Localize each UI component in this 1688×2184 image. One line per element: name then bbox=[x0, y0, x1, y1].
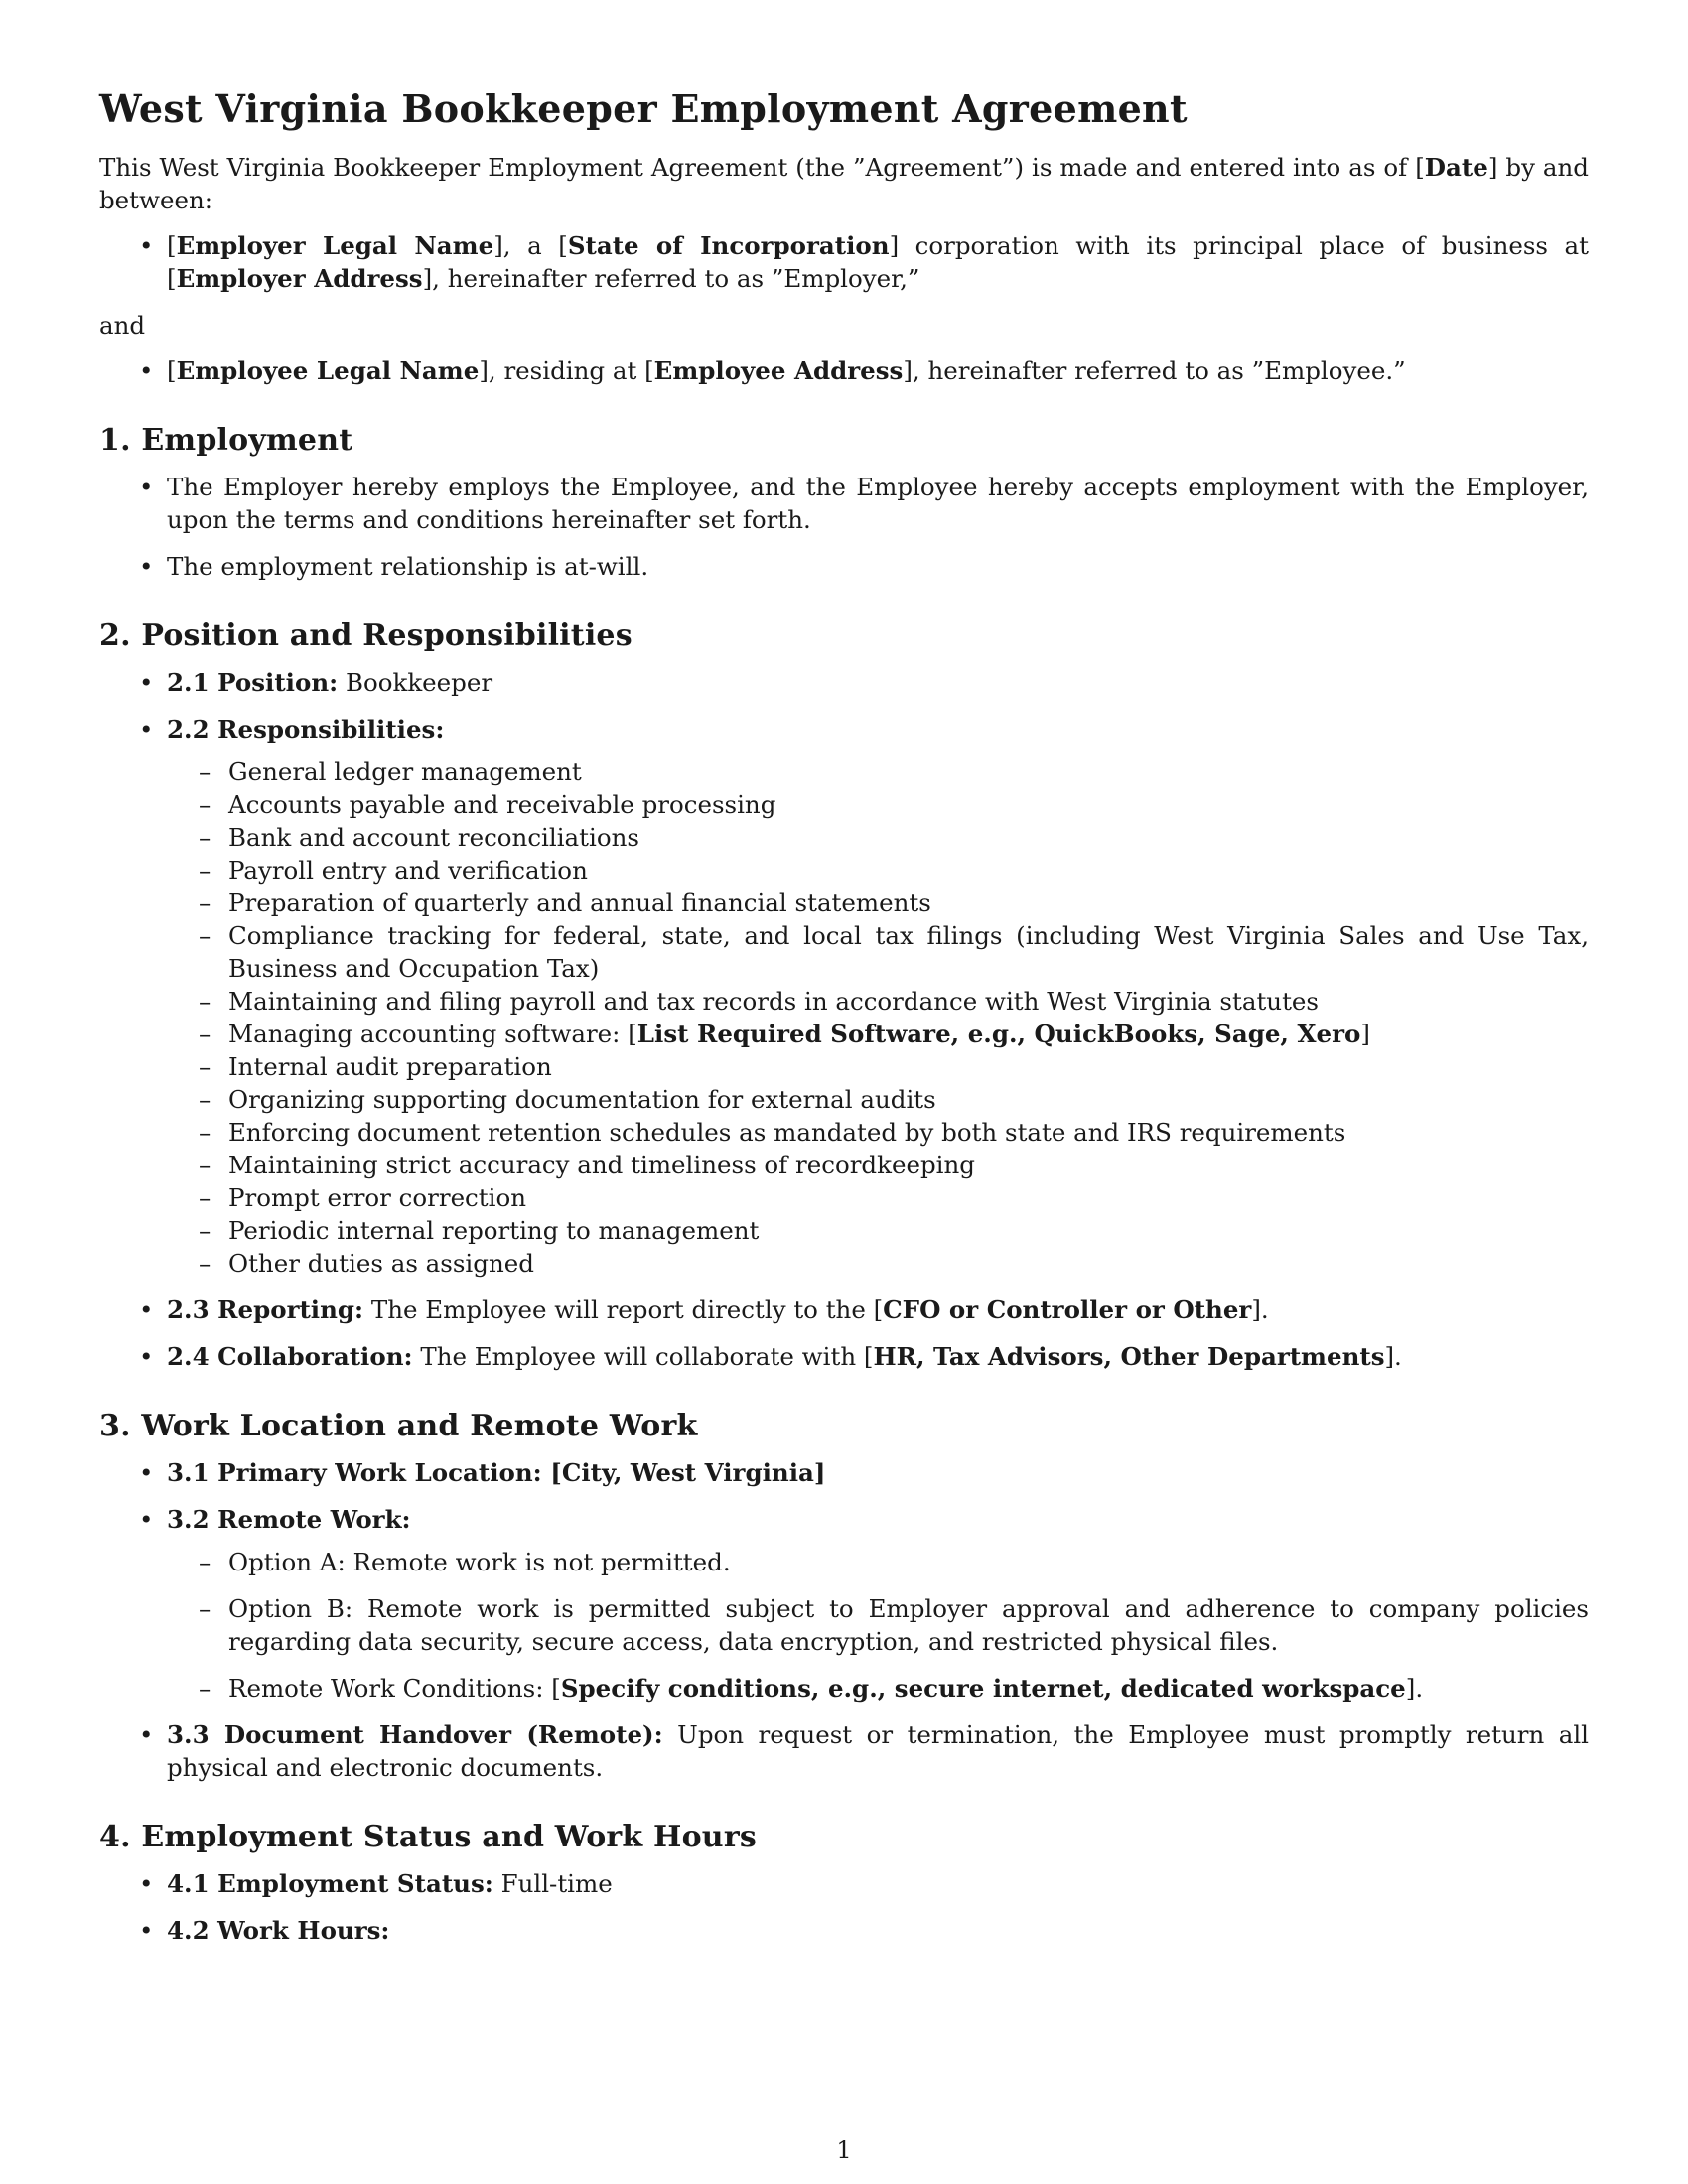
section-1-list bbox=[99, 471, 1589, 583]
list-item: – Option B: Remote work is permitted subject to Employer approval and adherence to company policies regarding data security, secure access, data encryption, and restricted physical files. bbox=[167, 1592, 1589, 1658]
section-2-list bbox=[99, 666, 1589, 1373]
software-placeholder: List Required Software, e.g., QuickBooks, Sage, Xero bbox=[636, 1020, 1361, 1048]
list-item: – Periodic internal reporting to management bbox=[167, 1214, 1589, 1247]
page-number: 1 bbox=[836, 2136, 852, 2164]
state-placeholder: State of Incorporation bbox=[567, 231, 890, 260]
position-item: • 2.1 Position: Bookkeeper bbox=[99, 666, 1589, 699]
document-title: West Virginia Bookkeeper Employment Agreement bbox=[99, 86, 1188, 131]
list-item: – General ledger management bbox=[167, 755, 1589, 788]
work-hours-item: • 4.2 Work Hours: bbox=[99, 1914, 1589, 1947]
employee-name-placeholder: Employee Legal Name bbox=[176, 356, 480, 385]
employee-address-placeholder: Employee Address bbox=[653, 356, 904, 385]
list-item: – Compliance tracking for federal, state, and local tax filings (including West Virginia Sales and Use Tax, Business and Occupation Tax) bbox=[167, 919, 1589, 985]
section-2-heading: 2. Position and Responsibilities bbox=[99, 618, 633, 653]
reporting-placeholder: CFO or Controller or Other bbox=[883, 1296, 1252, 1324]
document-handover-item: • 3.3 Document Handover (Remote): Upon request or termination, the Employee must promptly return all physical and electronic documents. bbox=[99, 1718, 1589, 1784]
section-3-list bbox=[99, 1456, 1589, 1784]
employee-party: • [Employee Legal Name], residing at [Employee Address], hereinafter referred to as ”Employee.” bbox=[99, 354, 1589, 387]
list-item: – Prompt error correction bbox=[167, 1181, 1589, 1214]
work-location-item: • 3.1 Primary Work Location: [City, West Virginia] bbox=[99, 1456, 1589, 1489]
and-text: and bbox=[99, 311, 146, 340]
list-item: – Accounts payable and receivable processing bbox=[167, 788, 1589, 821]
list-item: – Bank and account reconciliations bbox=[167, 821, 1589, 854]
section-4-heading: 4. Employment Status and Work Hours bbox=[99, 1820, 757, 1854]
list-item: – Maintaining and filing payroll and tax records in accordance with West Virginia statutes bbox=[167, 985, 1589, 1018]
responsibilities-item: • 2.2 Responsibilities: – General ledger management – Accounts payable and receivable processing – Bank and account reconciliations – Payroll entry and verification – Preparation of quarterly and annual financial statements – Compliance tracking for federal, state, and local tax filings (including West Virginia Sales and Use Tax, Business and Occupation Tax) – Maintaining and filing payroll and tax records in accordance with West Virginia statutes – Managing accounting software: [List Required Software, e.g., QuickBooks, Sage, Xero] – Internal audit preparation – Organizing supporting documentation for external audits – Enforcing document retention schedules as mandated by both state and IRS requirements – Maintaining strict accuracy and timeliness of recordkeeping – Prompt error correction – Periodic internal reporting to management – Other duties as assigned bbox=[99, 713, 1589, 1280]
list-item: – Preparation of quarterly and annual financial statements bbox=[167, 887, 1589, 919]
list-item: – Payroll entry and verification bbox=[167, 854, 1589, 887]
list-item: – Organizing supporting documentation for external audits bbox=[167, 1083, 1589, 1116]
section-3-heading: 3. Work Location and Remote Work bbox=[99, 1409, 698, 1443]
document-page bbox=[99, 85, 1589, 1961]
intro-paragraph: This West Virginia Bookkeeper Employment Agreement (the ”Agreement”) is made and entered into as of [Date] by and between: bbox=[99, 153, 1589, 214]
employer-name-placeholder: Employer Legal Name bbox=[176, 231, 494, 260]
employee-party-list bbox=[99, 354, 1589, 387]
section-1-heading: 1. Employment bbox=[99, 423, 353, 458]
section-4-list bbox=[99, 1867, 1589, 1947]
list-item: • The employment relationship is at-will. bbox=[99, 550, 1589, 583]
list-item: – Enforcing document retention schedules as mandated by both state and IRS requirements bbox=[167, 1116, 1589, 1149]
employment-status-item: • 4.1 Employment Status: Full-time bbox=[99, 1867, 1589, 1900]
list-item: – Other duties as assigned bbox=[167, 1247, 1589, 1280]
employer-party: • [Employer Legal Name], a [State of Incorporation] corporation with its principal place of business at [Employer Address], hereinafter referred to as ”Employer,” bbox=[99, 229, 1589, 295]
list-item: • The Employer hereby employs the Employee, and the Employee hereby accepts employment with the Employer, upon the terms and conditions hereinafter set forth. bbox=[99, 471, 1589, 536]
responsibilities-list bbox=[167, 755, 1589, 1280]
list-item: – Managing accounting software: [List Required Software, e.g., QuickBooks, Sage, Xero] bbox=[167, 1018, 1589, 1050]
date-placeholder: Date bbox=[1424, 153, 1488, 182]
employer-party-list bbox=[99, 229, 1589, 295]
list-item: – Option A: Remote work is not permitted. bbox=[167, 1546, 1589, 1578]
location-placeholder: [City, West Virginia] bbox=[541, 1458, 826, 1487]
list-item: – Remote Work Conditions: [Specify conditions, e.g., secure internet, dedicated workspace]. bbox=[167, 1672, 1589, 1705]
remote-work-item: • 3.2 Remote Work: – Option A: Remote work is not permitted. – Option B: Remote work is permitted subject to Employer approval and adherence to company policies regarding data security, secure access, data encryption, and restricted physical files. – Remote Work Conditions: [Specify conditions, e.g., secure internet, dedicated workspace]. bbox=[99, 1503, 1589, 1705]
collaboration-placeholder: HR, Tax Advisors, Other Departments bbox=[873, 1342, 1385, 1371]
remote-work-options bbox=[167, 1546, 1589, 1705]
conditions-placeholder: Specify conditions, e.g., secure internet, dedicated workspace bbox=[560, 1674, 1406, 1703]
list-item: – Maintaining strict accuracy and timeliness of recordkeeping bbox=[167, 1149, 1589, 1181]
collaboration-item: • 2.4 Collaboration: The Employee will collaborate with [HR, Tax Advisors, Other Departments]. bbox=[99, 1340, 1589, 1373]
employer-address-placeholder: Employer Address bbox=[176, 264, 423, 293]
reporting-item: • 2.3 Reporting: The Employee will report directly to the [CFO or Controller or Other]. bbox=[99, 1294, 1589, 1326]
list-item: – Internal audit preparation bbox=[167, 1050, 1589, 1083]
